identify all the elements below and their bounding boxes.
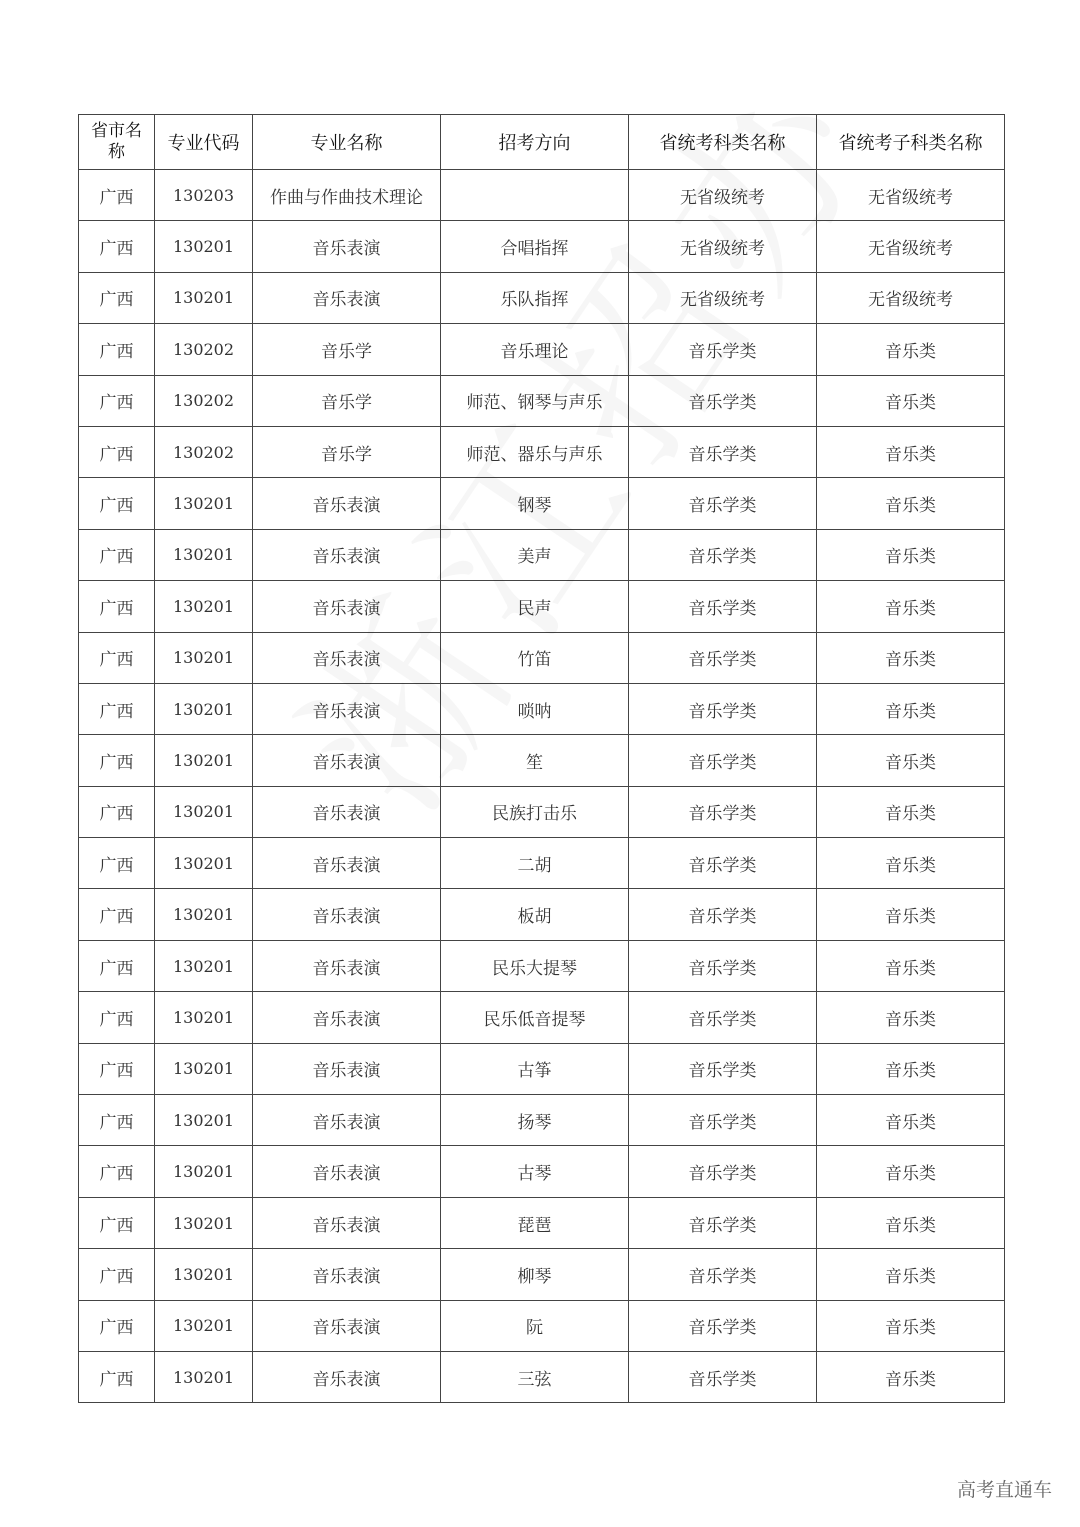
cell-province: 广西 [79, 1249, 155, 1300]
cell-major-code: 130201 [155, 529, 253, 580]
cell-major-name: 音乐学 [253, 375, 441, 426]
cell-exam-subcategory: 音乐类 [817, 581, 1005, 632]
cell-exam-subcategory: 音乐类 [817, 1300, 1005, 1351]
cell-exam-category: 音乐学类 [629, 683, 817, 734]
col-header-major-code: 专业代码 [155, 115, 253, 170]
cell-exam-subcategory: 音乐类 [817, 940, 1005, 991]
cell-major-name: 音乐表演 [253, 889, 441, 940]
cell-major-code: 130201 [155, 478, 253, 529]
cell-exam-subcategory: 音乐类 [817, 1197, 1005, 1248]
cell-major-name: 音乐表演 [253, 1043, 441, 1094]
cell-exam-subcategory: 音乐类 [817, 632, 1005, 683]
cell-province: 广西 [79, 324, 155, 375]
table-row [79, 683, 1005, 734]
col-header-direction: 招考方向 [441, 115, 629, 170]
cell-major-code: 130201 [155, 992, 253, 1043]
cell-direction: 钢琴 [441, 478, 629, 529]
cell-province: 广西 [79, 1300, 155, 1351]
cell-major-code: 130201 [155, 1146, 253, 1197]
cell-major-code: 130201 [155, 838, 253, 889]
cell-exam-subcategory: 音乐类 [817, 478, 1005, 529]
cell-major-name: 音乐学 [253, 426, 441, 477]
cell-exam-subcategory: 音乐类 [817, 889, 1005, 940]
cell-major-code: 130202 [155, 426, 253, 477]
table-row [79, 735, 1005, 786]
table-row [79, 375, 1005, 426]
cell-exam-category: 音乐学类 [629, 889, 817, 940]
cell-major-name: 音乐表演 [253, 221, 441, 272]
cell-province: 广西 [79, 1043, 155, 1094]
cell-exam-category: 音乐学类 [629, 324, 817, 375]
table-row [79, 1043, 1005, 1094]
cell-exam-category: 音乐学类 [629, 632, 817, 683]
cell-province: 广西 [79, 632, 155, 683]
cell-direction: 乐队指挥 [441, 272, 629, 323]
cell-exam-subcategory: 无省级统考 [817, 221, 1005, 272]
cell-major-name: 音乐表演 [253, 1351, 441, 1402]
cell-exam-category: 音乐学类 [629, 581, 817, 632]
table-row [79, 529, 1005, 580]
cell-direction: 民族打击乐 [441, 786, 629, 837]
cell-major-name: 音乐表演 [253, 1095, 441, 1146]
cell-major-code: 130201 [155, 1095, 253, 1146]
cell-exam-category: 无省级统考 [629, 221, 817, 272]
cell-exam-category: 音乐学类 [629, 426, 817, 477]
cell-major-name: 音乐表演 [253, 940, 441, 991]
cell-major-code: 130201 [155, 1249, 253, 1300]
cell-direction: 合唱指挥 [441, 221, 629, 272]
cell-province: 广西 [79, 992, 155, 1043]
cell-direction: 民声 [441, 581, 629, 632]
cell-major-code: 130201 [155, 581, 253, 632]
cell-direction: 古筝 [441, 1043, 629, 1094]
cell-exam-category: 音乐学类 [629, 1043, 817, 1094]
cell-major-code: 130201 [155, 1197, 253, 1248]
cell-major-name: 音乐表演 [253, 786, 441, 837]
cell-direction: 柳琴 [441, 1249, 629, 1300]
cell-direction: 唢呐 [441, 683, 629, 734]
cell-province: 广西 [79, 1197, 155, 1248]
cell-direction: 三弦 [441, 1351, 629, 1402]
cell-major-code: 130201 [155, 735, 253, 786]
cell-major-code: 130202 [155, 324, 253, 375]
cell-major-name: 音乐表演 [253, 1249, 441, 1300]
cell-major-code: 130201 [155, 889, 253, 940]
table-row [79, 324, 1005, 375]
cell-direction [441, 170, 629, 221]
cell-province: 广西 [79, 581, 155, 632]
cell-major-name: 音乐表演 [253, 1146, 441, 1197]
cell-exam-subcategory: 音乐类 [817, 838, 1005, 889]
table-row [79, 1249, 1005, 1300]
cell-province: 广西 [79, 221, 155, 272]
cell-exam-category: 音乐学类 [629, 838, 817, 889]
cell-direction: 琵琶 [441, 1197, 629, 1248]
cell-exam-subcategory: 音乐类 [817, 1351, 1005, 1402]
table-row [79, 272, 1005, 323]
cell-exam-category: 音乐学类 [629, 478, 817, 529]
cell-major-name: 音乐表演 [253, 272, 441, 323]
cell-major-code: 130201 [155, 683, 253, 734]
cell-province: 广西 [79, 170, 155, 221]
cell-major-name: 音乐表演 [253, 683, 441, 734]
col-header-exam-category: 省统考科类名称 [629, 115, 817, 170]
table-row [79, 1197, 1005, 1248]
cell-exam-subcategory: 无省级统考 [817, 272, 1005, 323]
cell-exam-category: 音乐学类 [629, 1095, 817, 1146]
cell-major-name: 音乐表演 [253, 581, 441, 632]
cell-exam-category: 无省级统考 [629, 170, 817, 221]
cell-exam-subcategory: 音乐类 [817, 1249, 1005, 1300]
cell-province: 广西 [79, 838, 155, 889]
cell-exam-subcategory: 音乐类 [817, 375, 1005, 426]
cell-major-name: 音乐表演 [253, 632, 441, 683]
cell-exam-category: 音乐学类 [629, 1249, 817, 1300]
cell-exam-category: 音乐学类 [629, 735, 817, 786]
table-row [79, 632, 1005, 683]
cell-major-name: 作曲与作曲技术理论 [253, 170, 441, 221]
table-row [79, 478, 1005, 529]
cell-exam-subcategory: 音乐类 [817, 786, 1005, 837]
cell-major-name: 音乐学 [253, 324, 441, 375]
table-row [79, 838, 1005, 889]
cell-major-name: 音乐表演 [253, 1197, 441, 1248]
cell-direction: 古琴 [441, 1146, 629, 1197]
cell-province: 广西 [79, 786, 155, 837]
cell-major-code: 130201 [155, 786, 253, 837]
cell-major-code: 130201 [155, 1043, 253, 1094]
cell-exam-subcategory: 音乐类 [817, 1043, 1005, 1094]
cell-exam-category: 音乐学类 [629, 786, 817, 837]
cell-province: 广西 [79, 426, 155, 477]
cell-major-code: 130201 [155, 221, 253, 272]
cell-exam-subcategory: 音乐类 [817, 735, 1005, 786]
cell-exam-subcategory: 音乐类 [817, 529, 1005, 580]
cell-direction: 扬琴 [441, 1095, 629, 1146]
table-row [79, 992, 1005, 1043]
cell-major-name: 音乐表演 [253, 838, 441, 889]
table-row [79, 786, 1005, 837]
cell-major-name: 音乐表演 [253, 735, 441, 786]
cell-direction: 板胡 [441, 889, 629, 940]
cell-province: 广西 [79, 889, 155, 940]
cell-direction: 民乐低音提琴 [441, 992, 629, 1043]
cell-major-name: 音乐表演 [253, 992, 441, 1043]
cell-direction: 师范、器乐与声乐 [441, 426, 629, 477]
table-row [79, 1351, 1005, 1402]
cell-major-code: 130201 [155, 1300, 253, 1351]
cell-exam-category: 音乐学类 [629, 992, 817, 1043]
cell-province: 广西 [79, 735, 155, 786]
cell-major-code: 130202 [155, 375, 253, 426]
table-row [79, 581, 1005, 632]
admissions-table [78, 114, 1005, 1403]
cell-exam-category: 音乐学类 [629, 375, 817, 426]
cell-major-name: 音乐表演 [253, 529, 441, 580]
cell-province: 广西 [79, 375, 155, 426]
table-row [79, 940, 1005, 991]
cell-direction: 民乐大提琴 [441, 940, 629, 991]
table-body [79, 170, 1005, 1403]
cell-direction: 音乐理论 [441, 324, 629, 375]
table-row [79, 889, 1005, 940]
cell-direction: 阮 [441, 1300, 629, 1351]
cell-direction: 竹笛 [441, 632, 629, 683]
cell-major-code: 130201 [155, 632, 253, 683]
cell-province: 广西 [79, 1146, 155, 1197]
cell-direction: 二胡 [441, 838, 629, 889]
table-row [79, 221, 1005, 272]
cell-province: 广西 [79, 478, 155, 529]
col-header-exam-subcategory: 省统考子科类名称 [817, 115, 1005, 170]
table-row [79, 170, 1005, 221]
table-row [79, 1095, 1005, 1146]
cell-exam-subcategory: 无省级统考 [817, 170, 1005, 221]
cell-exam-category: 音乐学类 [629, 1300, 817, 1351]
cell-direction: 笙 [441, 735, 629, 786]
cell-province: 广西 [79, 940, 155, 991]
cell-major-name: 音乐表演 [253, 478, 441, 529]
table-row [79, 1300, 1005, 1351]
cell-province: 广西 [79, 529, 155, 580]
table-row [79, 426, 1005, 477]
cell-exam-category: 音乐学类 [629, 1351, 817, 1402]
cell-exam-category: 音乐学类 [629, 529, 817, 580]
cell-province: 广西 [79, 1351, 155, 1402]
cell-exam-subcategory: 音乐类 [817, 324, 1005, 375]
cell-exam-subcategory: 音乐类 [817, 683, 1005, 734]
cell-major-code: 130201 [155, 940, 253, 991]
cell-province: 广西 [79, 272, 155, 323]
cell-province: 广西 [79, 1095, 155, 1146]
table-row [79, 1146, 1005, 1197]
cell-exam-subcategory: 音乐类 [817, 426, 1005, 477]
table-header-row [79, 115, 1005, 170]
cell-exam-subcategory: 音乐类 [817, 1095, 1005, 1146]
cell-exam-subcategory: 音乐类 [817, 992, 1005, 1043]
cell-major-code: 130201 [155, 272, 253, 323]
cell-major-name: 音乐表演 [253, 1300, 441, 1351]
footer-brand: 高考直通车 [956, 1479, 1052, 1501]
cell-province: 广西 [79, 683, 155, 734]
cell-exam-category: 音乐学类 [629, 1146, 817, 1197]
cell-major-code: 130201 [155, 1351, 253, 1402]
cell-exam-subcategory: 音乐类 [817, 1146, 1005, 1197]
col-header-province: 省市名称 [79, 115, 155, 170]
cell-major-code: 130203 [155, 170, 253, 221]
cell-direction: 美声 [441, 529, 629, 580]
cell-exam-category: 无省级统考 [629, 272, 817, 323]
cell-exam-category: 音乐学类 [629, 940, 817, 991]
cell-direction: 师范、钢琴与声乐 [441, 375, 629, 426]
col-header-major-name: 专业名称 [253, 115, 441, 170]
cell-exam-category: 音乐学类 [629, 1197, 817, 1248]
